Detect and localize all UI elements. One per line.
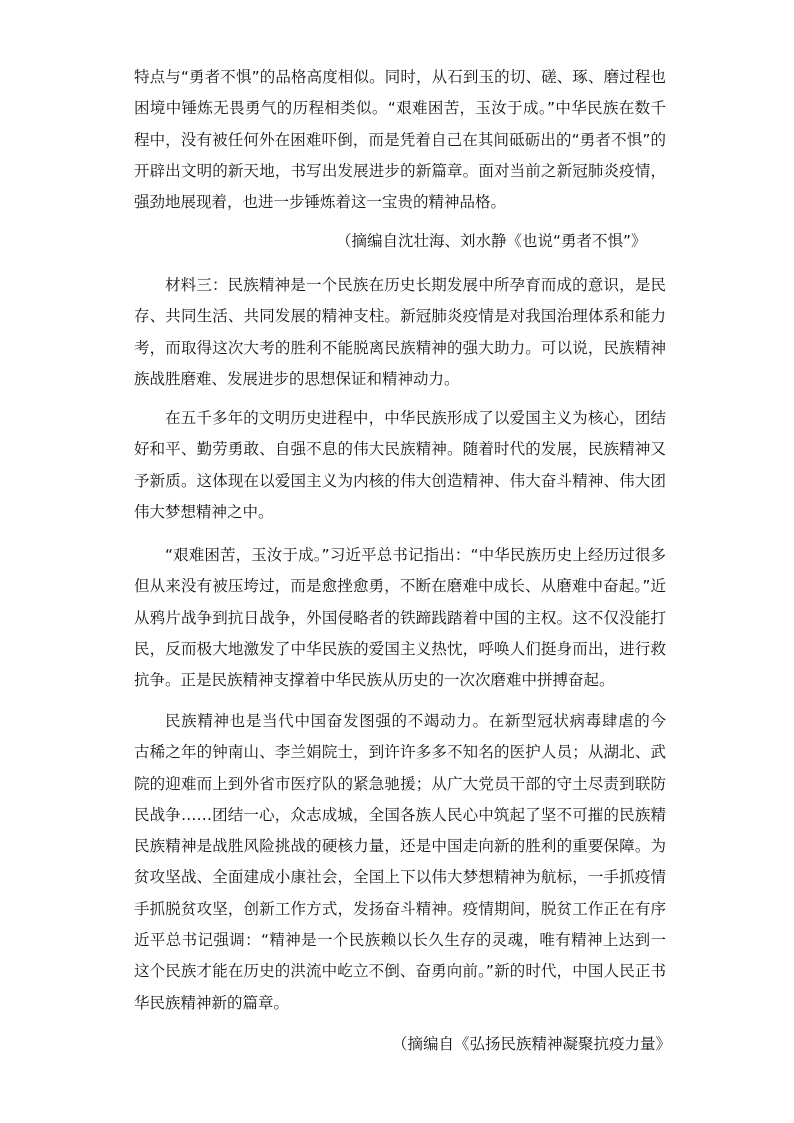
paragraph-line: 但从来没有被压垮过，而是愈挫愈勇，不断在磨难中成长、从磨难中奋起。”近 [134,577,666,596]
paragraph-line: 考，而取得这次大考的胜利不能脱离民族精神的强大助力。可以说，民族精神 [134,338,666,357]
paragraph-line: 族战胜磨难、发展进步的思想保证和精神动力。 [134,369,460,388]
paragraph-line: 从鸦片战争到抗日战争，外国侵略者的铁蹄践踏着中国的主权。这不仅没能打 [134,608,666,627]
paragraph-line: 民，反而极大地激发了中华民族的爱国主义热忱，呼唤人们挺身而出，进行救 [134,639,666,658]
paragraph-line: 近平总书记强调：“精神是一个民族赖以长久生存的灵魂，唯有精神上达到一 [134,931,666,950]
paragraph-line: 民族精神也是当代中国奋发图强的不竭动力。在新型冠状病毒肆虐的今 [165,712,666,730]
paragraph-line: 这个民族才能在历史的洪流中屹立不倒、奋勇向前。”新的时代，中国人民正书 [134,962,666,981]
paragraph-line: 困境中锤炼无畏勇气的历程相类似。“艰难困苦，玉汝于成。”中华民族在数千 [134,99,666,118]
paragraph-line: 抗争。正是民族精神支撑着中华民族从历史的一次次磨难中拼搏奋起。 [134,671,615,690]
paragraph-line: 古稀之年的钟南山、李兰娟院士，到许许多多不知名的医护人员；从湖北、武 [134,743,666,762]
paragraph-line: 伟大梦想精神之中。 [134,502,274,521]
paragraph-2 [134,270,666,395]
paragraph-line: 贫攻坚战、全面建成小康社会，全国上下以伟大梦想精神为航标，一手抓疫情 [134,868,666,887]
paragraph-line: 在五千多年的文明历史进程中，中华民族形成了以爱国主义为核心，团结 [165,409,666,427]
paragraph-line: 强劲地展现着，也进一步锤炼着这一宝贵的精神品格。 [134,193,507,212]
paragraph-line: 民战争……团结一心，众志成城，全国各族人民心中筑起了坚不可摧的民族精 [134,805,666,824]
paragraph-line: 院的迎难而上到外省市医疗队的紧急驰援；从广大党员干部的守土尽责到联防 [134,774,666,793]
paragraph-line: 存、共同生活、共同发展的精神支柱。新冠肺炎疫情是对我国治理体系和能力 [134,307,666,326]
paragraph-5 [134,706,666,1019]
source-citation-1: （摘编自沈壮海、刘水静《也说“勇者不惧”》 [336,232,647,250]
paragraph-line: “艰难困苦，玉汝于成。”习近平总书记指出：“中华民族历史上经历过很多 [165,546,666,564]
paragraph-line: 予新质。这体现在以爱国主义为内核的伟大创造精神、伟大奋斗精神、伟大团 [134,471,666,490]
paragraph-line: 手抓脱贫攻坚，创新工作方式，发扬奋斗精神。疫情期间，脱贫工作正在有序 [134,899,666,918]
paragraph-line: 好和平、勤劳勇敢、自强不息的伟大民族精神。随着时代的发展，民族精神又 [134,440,666,459]
paragraph-line: 程中，没有被任何外在困难吓倒，而是凭着自己在其间砥砺出的“勇者不惧”的 [134,130,666,149]
paragraph-4 [134,540,666,696]
paragraph-3 [134,403,666,528]
paragraph-line: 开辟出文明的新天地，书写出发展进步的新篇章。面对当前之新冠肺炎疫情， [134,161,666,180]
paragraph-line: 材料三：民族精神是一个民族在历史长期发展中所孕育而成的意识，是民 [165,276,666,294]
paragraph-line: 华民族精神新的篇章。 [134,993,290,1012]
paragraph-1 [134,62,666,218]
paragraph-line: 民族精神是战胜风险挑战的硬核力量，还是中国走向新的胜利的重要保障。为 [134,837,666,856]
paragraph-line: 特点与“勇者不惧”的品格高度相似。同时，从石到玉的切、磋、琢、磨过程也 [134,68,666,86]
source-citation-2: （摘编自《弘扬民族精神凝聚抗疫力量》 [392,1035,672,1053]
